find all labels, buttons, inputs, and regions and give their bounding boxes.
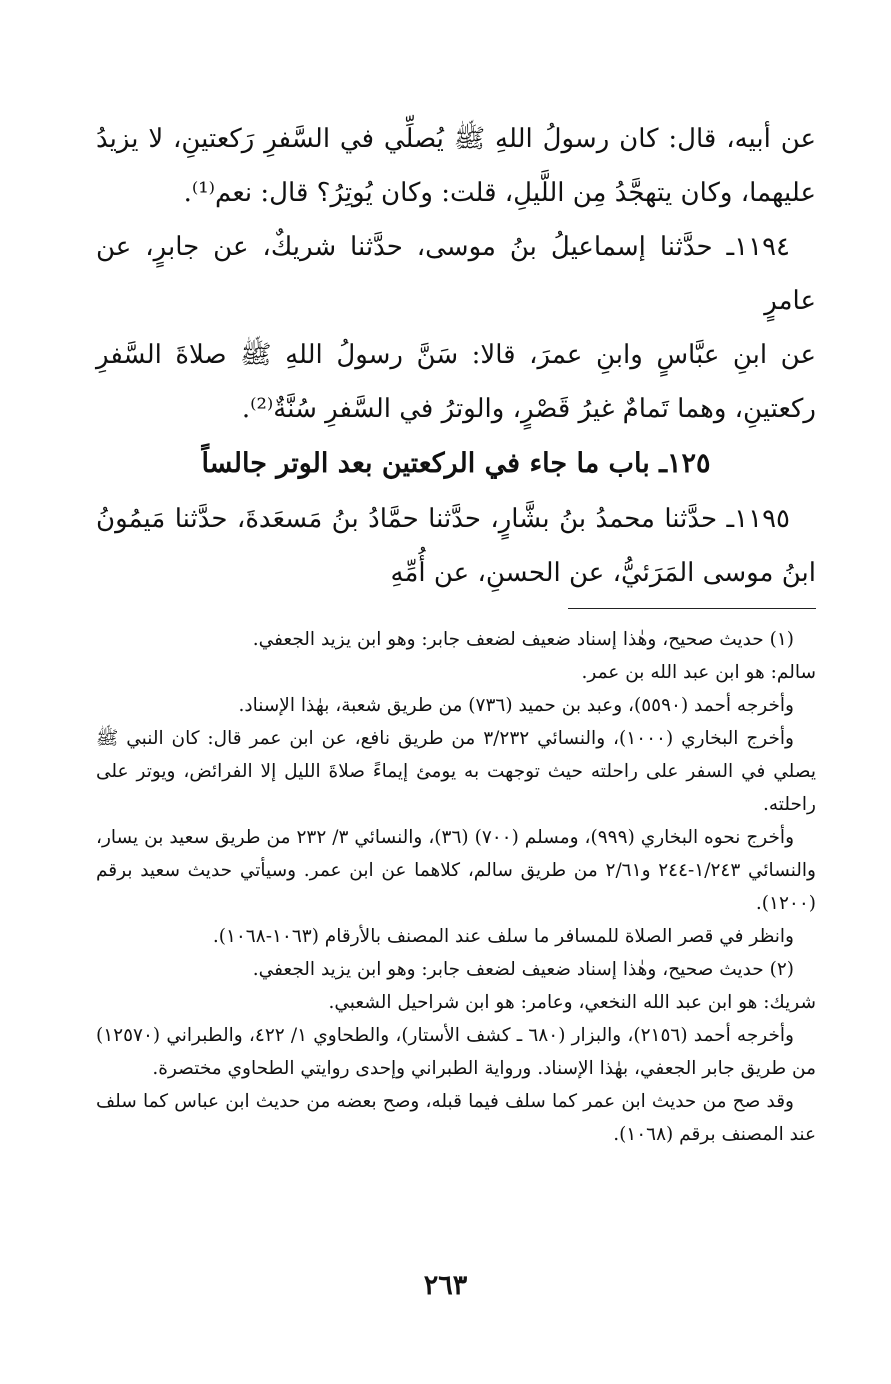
page-number: ٢٦٣ — [423, 1270, 468, 1301]
book-page — [96, 112, 816, 1151]
footnote-1-bukhari: وأخرج البخاري (١٠٠٠)، والنسائي ٣/٢٣٢ من طريق نافع، عن ابن عمر قال: كان النبي ﷺ يصلي في السفر على راحلته حيث توجهت به يومئ إيماءً صلاةَ الليل إلا الفرائض، ويوتر على راحلته. — [96, 728, 816, 815]
hadith-1195: ١١٩٥ـ حدَّثنا محمدُ بنُ بشَّارٍ، حدَّثنا حمَّادُ بنُ مَسعَدةَ، حدَّثنا مَيمُونُ ابنُ موسى المَرَئيُّ، عن الحسنِ، عن أُمِّهِ — [96, 504, 816, 588]
footnote-2-narrators: شريك: هو ابن عبد الله النخعي، وعامر: هو ابن شراحيل الشعبي. — [328, 992, 816, 1013]
footnote-1: (١) حديث صحيح، وهٰذا إسناد ضعيف لضعف جابر: وهو ابن يزيد الجعفي. — [252, 629, 794, 650]
footnote-1-narrator: سالم: هو ابن عبد الله بن عمر. — [581, 662, 816, 683]
hadith-1194-continuation: عن ابنِ عبَّاسٍ وابنِ عمرَ، قالا: سَنَّ رسولُ اللهِ ﷺ صلاةَ السَّفرِ ركعتينِ، وهما تَمامٌ غيرُ قَصْرٍ، والوترُ في السَّفرِ سُنَّةٌ⁽²⁾. — [96, 340, 816, 424]
chapter-heading: ١٢٥ـ باب ما جاء في الركعتين بعد الوتر جالساً — [201, 448, 711, 479]
hadith-continuation: عن أبيه، قال: كان رسولُ اللهِ ﷺ يُصلِّي في السَّفرِ رَكعتينِ، لا يزيدُ عليهما، وكان يتهجَّدُ مِن اللَّيلِ، قلت: وكان يُوتِرُ؟ قال: نعم⁽¹⁾. — [96, 124, 816, 208]
footnote-2: (٢) حديث صحيح، وهٰذا إسناد ضعيف لضعف جابر: وهو ابن يزيد الجعفي. — [252, 959, 794, 980]
footnote-1-see-also: وانظر في قصر الصلاة للمسافر ما سلف عند المصنف بالأرقام (١٠٦٣-١٠٦٨). — [212, 926, 794, 947]
footnote-1-similar: وأخرج نحوه البخاري (٩٩٩)، ومسلم (٧٠٠) (٣٦)، والنسائي ٣/ ٢٣٢ من طريق سعيد بن يسار، والنسائي ١/٢٤٣-٢٤٤ و٢/٦١ من طريق سالم، كلاهما عن ابن عمر. وسيأتي حديث سعيد برقم (١٢٠٠). — [96, 827, 816, 914]
hadith-1194: ١١٩٤ـ حدَّثنا إسماعيلُ بنُ موسى، حدَّثنا شريكٌ، عن جابرٍ، عن عامرٍ — [96, 232, 816, 316]
footnote-2-takhrij: وأخرجه أحمد (٢١٥٦)، والبزار (٦٨٠ ـ كشف الأستار)، والطحاوي ١/ ٤٢٢، والطبراني (١٢٥٧٠) من طريق جابر الجعفي، بهٰذا الإسناد. ورواية الطبراني وإحدى روايتي الطحاوي مختصرة. — [96, 1025, 816, 1079]
footnotes — [96, 623, 816, 1151]
main-text — [96, 112, 816, 600]
footnote-separator — [568, 608, 816, 609]
footnote-2-corroboration: وقد صح من حديث ابن عمر كما سلف فيما قبله، وصح بعضه من حديث ابن عباس كما سلف عند المصنف برقم (١٠٦٨). — [96, 1091, 816, 1145]
footnote-1-takhrij: وأخرجه أحمد (٥٥٩٠)، وعبد بن حميد (٧٣٦) من طريق شعبة، بهٰذا الإسناد. — [238, 695, 794, 716]
